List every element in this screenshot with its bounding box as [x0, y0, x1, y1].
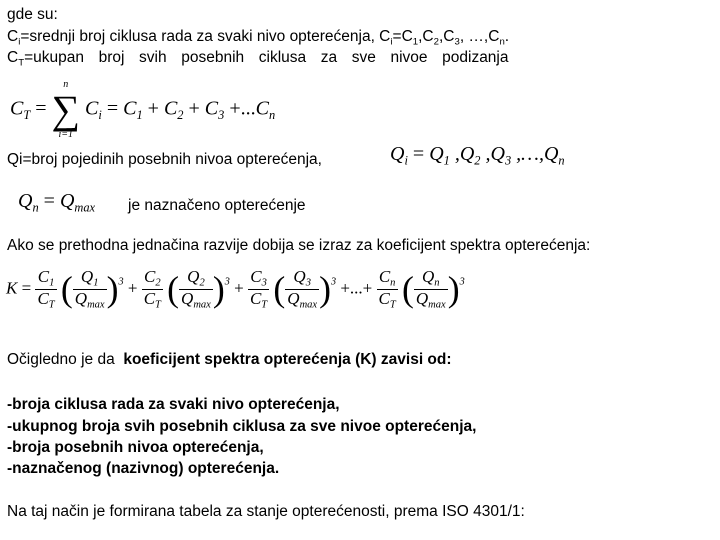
k-equation: K = $\frac{C_1}{C_T}$ ( $\frac{Q_1}{Q_{max}}$ )$^3$ + $\frac{C_2}{C_T}$ ( $\frac{Q_2}{Q_{max}}$ )$^3$ + $\frac{C_3}{C_T}$ ( $\frac{Q_3}{Q_{max}}$ )$^3$ +...+ $\frac{C_n}{C_T}$ ( $\frac{Q_n}{Q_{max}}$ )$^3$ — [6, 267, 465, 311]
qi-label: Qi=broj pojedinih posebnih nivoa opterećenja, — [7, 151, 322, 168]
bullet-4: -naznačenog (nazivnog) opterećenja. — [7, 460, 280, 477]
bullet-2: -ukupnog broja svih posebnih ciklusa za sve nivoe opterećenja, — [7, 418, 477, 435]
ct-sum-equation: $C_T$ = n ∑ i=1 $C_i = C_1 + C_2 + C_3 +...C_n$ — [10, 79, 276, 140]
qn-label: je naznačeno opterećenje — [128, 197, 306, 214]
bullet-1: -broja ciklusa rada za svaki nivo opterećenja, — [7, 396, 340, 413]
bullet-3: -broja posebnih nivoa opterećenja, — [7, 439, 264, 456]
intro-gde-su: gde su: — [7, 6, 58, 23]
ct-definition: $C_T=ukupan$ broj svih posebnih ciklusa za sve nivoe podizanja — [7, 49, 509, 69]
ocigledno-bold: koeficijent spektra opterećenja (K) zavisi od: — [123, 351, 452, 368]
ako-paragraph: Ako se prethodna jednačina razvije dobija se izraz za koeficijent spektra opterećenja: — [7, 237, 591, 254]
ci-definition: $C_i=srednji$ broj ciklusa rada za svaki nivo opterećenja, $C_i=C_1,C_2,C_3$, $\dots,C_n$. — [7, 28, 510, 48]
ocigledno-prefix: Očigledno je da — [7, 351, 115, 368]
qn-equation: $Q_n = Q_{max}$ — [18, 190, 96, 215]
qi-equation: $Q_i = Q_1$ $,Q_2$ $,Q_3$ $,\dots,Q_n$ — [390, 143, 565, 168]
final-paragraph: Na taj način je formirana tabela za stanje opterećenosti, prema ISO 4301/1: — [7, 503, 525, 520]
ocigledno-line — [7, 351, 452, 369]
